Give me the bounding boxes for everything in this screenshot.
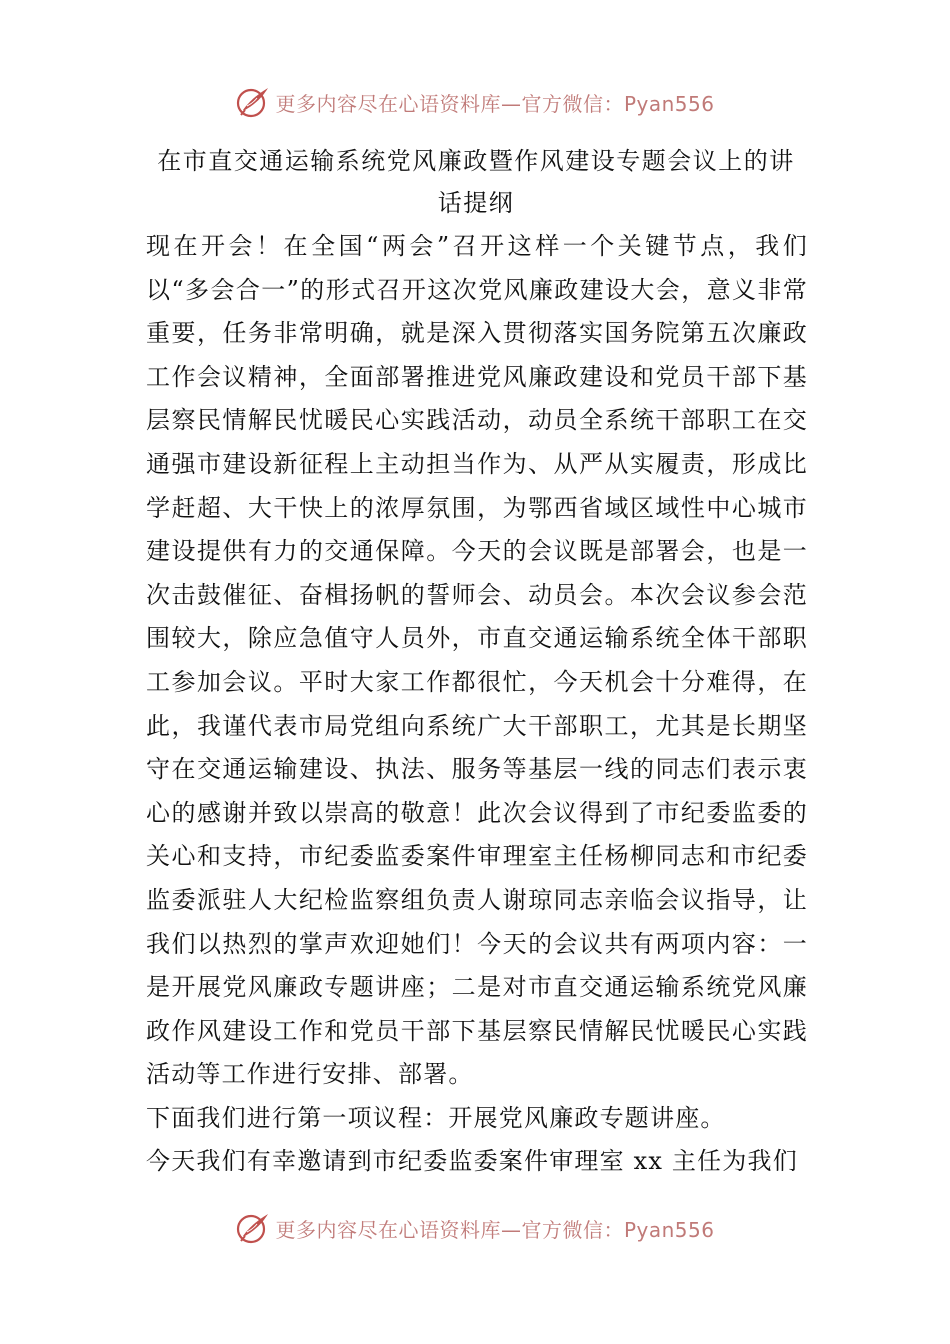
- quill-logo-icon: [235, 1210, 271, 1246]
- document-body: [146, 225, 808, 1184]
- document-title: 在市直交通运输系统党风廉政暨作风建设专题会议上的讲话提纲: [157, 147, 795, 217]
- footer-banner-text: 更多内容尽在心语资料库—官方微信：Pyan556: [275, 1217, 715, 1242]
- paragraph-speaker-intro: 今天我们有幸邀请到市纪委监委案件审理室 xx 主任为我们: [146, 1147, 798, 1176]
- quill-logo-icon: [235, 84, 271, 120]
- header-banner: [0, 82, 950, 122]
- footer-banner: [0, 1208, 950, 1248]
- paragraph-agenda-item-one: 下面我们进行第一项议程：开展党风廉政专题讲座。: [146, 1103, 726, 1132]
- paragraph-opening: 现在开会！在全国“两会”召开这样一个关键节点，我们以“多会合一”的形式召开这次党风廉政建设大会，意义非常重要，任务非常明确，就是深入贯彻落实国务院第五次廉政工作会议精神，全面部署推进党风廉政建设和党员干部下基层察民情解民忧暖民心实践活动，动员全系统干部职工在交通强市建设新征程上主动担当作为、从严从实履责，形成比学赶超、大干快上的浓厚氛围，为鄂西省域区域性中心城市建设提供有力的交通保障。今天的会议既是部署会，也是一次击鼓催征、奋楫扬帆的誓师会、动员会。本次会议参会范围较大，除应急值守人员外，市直交通运输系统全体干部职工参加会议。平时大家工作都很忙，今天机会十分难得，在此，我谨代表市局党组向系统广大干部职工，尤其是长期坚守在交通运输建设、执法、服务等基层一线的同志们表示衷心的感谢并致以崇高的敬意！此次会议得到了市纪委监委的关心和支持，市纪委监委案件审理室主任杨柳同志和市纪委监委派驻人大纪检监察组负责人谢琼同志亲临会议指导，让我们以热烈的掌声欢迎她们！今天的会议共有两项内容：一是开展党风廉政专题讲座；二是对市直交通运输系统党风廉政作风建设工作和党员干部下基层察民情解民忧暖民心实践活动等工作进行安排、部署。: [146, 232, 808, 1089]
- header-banner-text: 更多内容尽在心语资料库—官方微信：Pyan556: [275, 91, 715, 116]
